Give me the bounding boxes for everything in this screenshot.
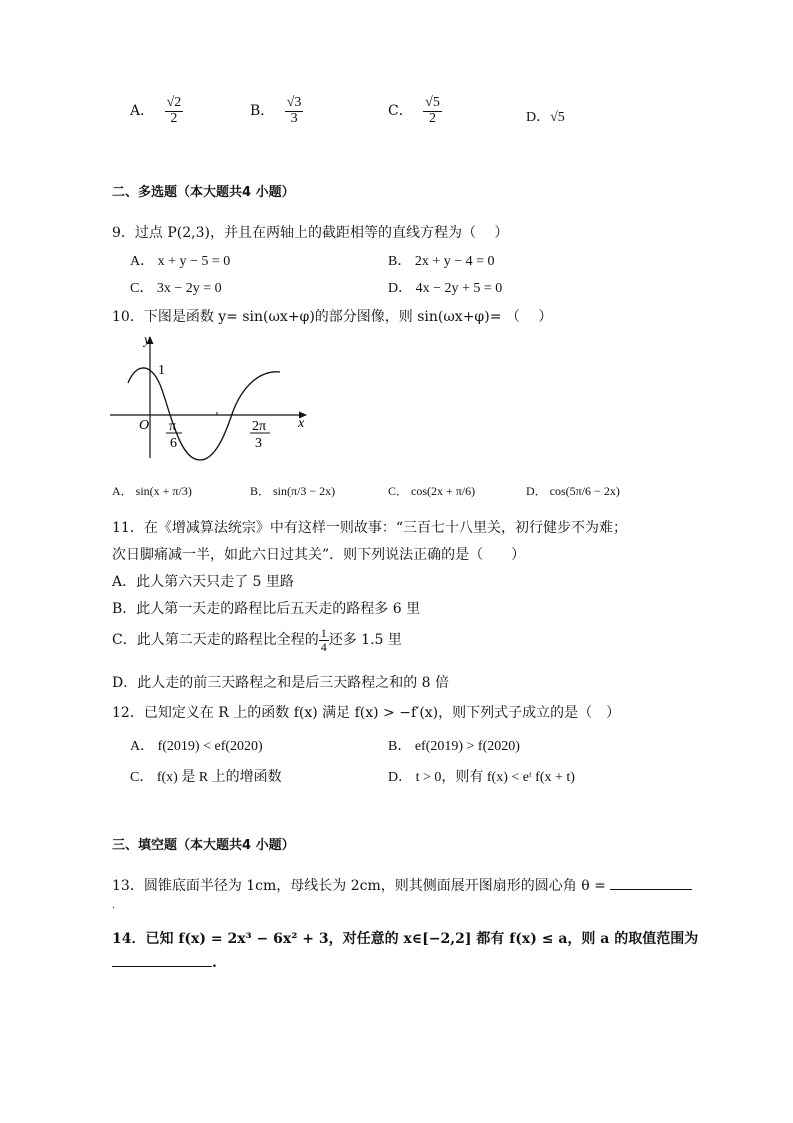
one-label: 1	[158, 363, 165, 378]
q11-stem-line2: 次日脚痛减一半，如此六日过其关”．则下列说法正确的是（ ）	[112, 547, 526, 563]
q11-option-a: A．此人第六天只走了 5 里路	[112, 574, 294, 590]
origin-label: O	[139, 418, 150, 433]
q8-b-den: 3	[290, 110, 298, 126]
pi6-num: π	[169, 419, 177, 434]
pi6-den: 6	[170, 436, 177, 451]
q8-c-den: 2	[429, 110, 437, 126]
q13-answer-blank[interactable]	[610, 889, 692, 890]
q8-c-num: √5	[425, 95, 440, 110]
q14-answer: .	[112, 955, 217, 971]
q8-a-num: √2	[166, 95, 182, 110]
q14-stem: 14．已知 f(x) = 2x³ − 6x² + 3，对任意的 x∈[−2,2] 都有 f(x) ≤ a，则 a 的取值范围为	[112, 931, 699, 947]
q8-b-num: √3	[286, 95, 302, 110]
q13-stem: 13．圆锥底面半径为 1cm，母线长为 2cm，则其侧面展开图扇形的圆心角 θ =	[112, 875, 692, 895]
q11-option-b: B．此人第一天走的路程比后五天走的路程多 6 里	[112, 601, 421, 617]
q12-option-c: C． f(x) 是 R 上的增函数	[130, 770, 282, 785]
q10-option-d: D． cos(5π/6 − 2x)	[526, 484, 620, 498]
q11-option-d: D．此人走的前三天路程之和是后三天路程之和的 8 倍	[112, 675, 450, 691]
q9-option-a: A． x + y − 5 = 0	[130, 254, 231, 269]
q11-stem-line1: 11．在《增减算法统宗》中有这样一则故事：“三百七十八里关，初行健步不为难；	[112, 520, 627, 536]
q9-option-b: B． 2x + y − 4 = 0	[388, 254, 495, 269]
section-3-heading: 三、填空题（本大题共4 小题）	[112, 838, 295, 853]
q9-option-c: C． 3x − 2y = 0	[130, 281, 222, 296]
q8-option-a: A． $\frac{√2}{2}$	[130, 95, 182, 126]
q12-option-b: B． ef(2019) > f(2020)	[388, 739, 520, 754]
q8-option-b: B． $\frac{√3}{3}$	[250, 95, 302, 126]
q11-option-c: C．此人第二天走的路程比全程的 $\frac{1}{4}$ 还多 1.5 里	[112, 626, 402, 654]
q13-dot: .	[112, 900, 116, 911]
q10-option-b: B． sin(π/3 − 2x)	[250, 484, 336, 498]
q9-stem: 9．过点 P(2,3)，并且在两轴上的截距相等的直线方程为（ ）	[112, 225, 509, 241]
q10-option-c: C． cos(2x + π/6)	[388, 484, 476, 498]
sine-graph	[110, 328, 315, 463]
section-2-heading: 二、多选题（本大题共4 小题）	[112, 185, 295, 200]
q10-option-a: A． sin(x + π/3)	[112, 484, 192, 498]
q8-a-den: 2	[170, 110, 178, 126]
2pi3-num: 2π	[252, 419, 267, 434]
q8-option-d: D．√5	[526, 110, 565, 125]
q14-answer-blank[interactable]	[112, 966, 212, 967]
2pi3-den: 3	[255, 436, 262, 451]
q9-option-d: D． 4x − 2y + 5 = 0	[388, 281, 503, 296]
y-label: y	[144, 333, 151, 348]
q12-option-d: D． t > 0，则有 f(x) < eᵗ f(x + t)	[388, 770, 575, 785]
q10-stem: 10．下图是函数 y= sin(ωx+φ)的部分图像，则 sin(ωx+φ)= （ ）	[112, 309, 553, 325]
q12-stem: 12．已知定义在 R 上的函数 f(x) 满足 f(x) > −f′(x)，则下列式子成立的是（ ）	[112, 705, 621, 721]
q8-option-c: C． $\frac{√5}{2}$	[388, 95, 440, 126]
x-label: x	[298, 416, 305, 431]
q12-option-a: A． f(2019) < ef(2020)	[130, 739, 263, 754]
